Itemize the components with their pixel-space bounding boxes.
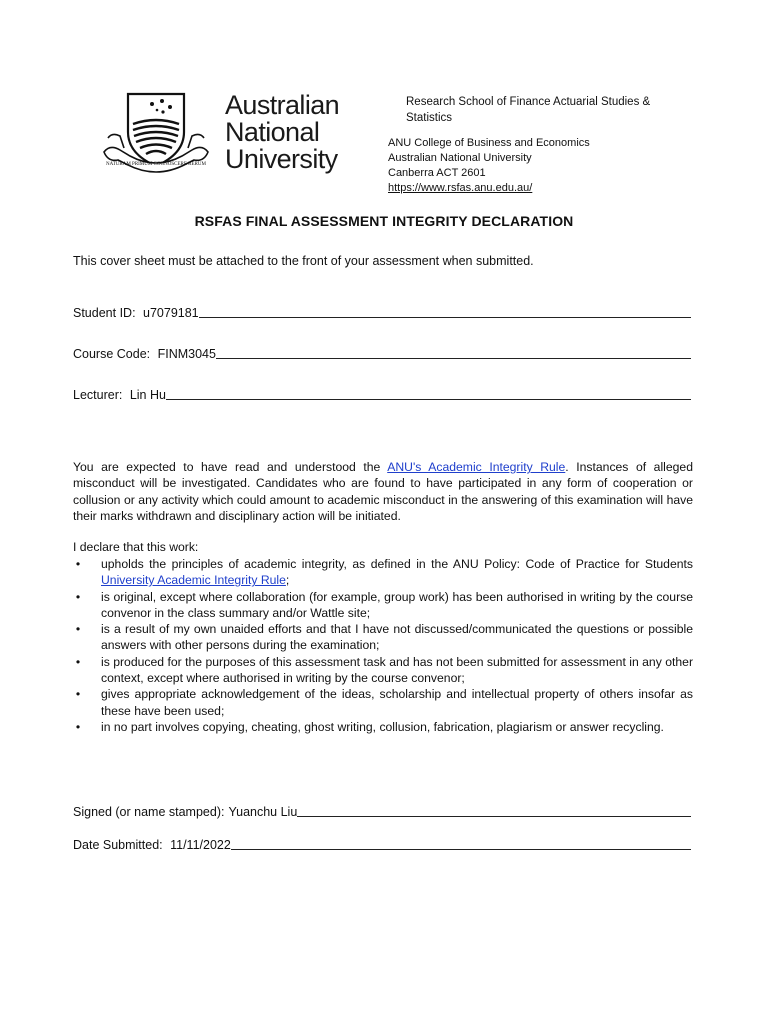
- signed-label: Signed (or name stamped):: [73, 805, 225, 819]
- declaration-list: [73, 556, 693, 735]
- motto-text: NATURAM PRIMUM COGNOSCERE RERUM: [106, 162, 206, 167]
- field-underline: [231, 848, 691, 850]
- student-id-value: u7079181: [143, 306, 199, 320]
- list-item: [73, 621, 693, 654]
- list-item: [73, 686, 693, 719]
- date-submitted-label: Date Submitted:: [73, 838, 167, 852]
- student-id-label: Student ID:: [73, 306, 140, 320]
- signed-value: Yuanchu Liu: [228, 805, 298, 819]
- bullet-icon: •: [75, 589, 81, 604]
- signed-field[interactable]: [73, 801, 691, 819]
- integrity-paragraph: [73, 459, 693, 524]
- website-link[interactable]: https://www.rsfas.anu.edu.au/: [388, 182, 533, 194]
- field-underline: [199, 316, 691, 318]
- logo-line: National: [225, 117, 320, 147]
- lecturer-label: Lecturer:: [73, 388, 126, 402]
- field-underline: [166, 398, 691, 400]
- course-code-field[interactable]: [73, 343, 691, 361]
- list-item: [73, 654, 693, 687]
- school-name: Research School of Finance Actuarial Studies & Statistics: [406, 96, 651, 124]
- integrity-text: . Instances of alleged misconduct will be investigated. Candidates who are found to have participated in any form of cooperation or collusion or any activity which could amount to academic misconduct in the answering of this examination will have their marks withdrawn and disciplinary action will be initiated.: [73, 460, 693, 523]
- field-underline: [297, 815, 691, 817]
- list-item-text: in no part involves copying, cheating, ghost writing, collusion, fabrication, plagiarism or answer recycling.: [101, 719, 664, 734]
- list-item: [73, 589, 693, 622]
- list-item: [73, 719, 693, 735]
- bullet-icon: •: [75, 557, 81, 571]
- address-line: Canberra ACT 2601: [388, 167, 486, 179]
- field-underline: [216, 357, 691, 359]
- list-item-text: gives appropriate acknowledgement of the ideas, scholarship and intellectual property of others insofar as these have been used;: [101, 687, 693, 718]
- list-item-text: ;: [285, 573, 290, 588]
- list-item-text: is original, except where collaboration (for example, group work) has been authorised in writing by the course convenor in the class summary and/or Wattle site;: [101, 589, 693, 620]
- list-item-text: is a result of my own unaided efforts and that I have not discussed/communicated the questions or possible answers with other persons during the examination;: [101, 622, 693, 653]
- cover-note: This cover sheet must be attached to the front of your assessment when submitted.: [73, 254, 534, 268]
- address-line: ANU College of Business and Economics: [388, 137, 590, 149]
- declaration-heading: I declare that this work:: [73, 540, 199, 554]
- anu-logo: [100, 90, 362, 176]
- page-title: RSFAS FINAL ASSESSMENT INTEGRITY DECLARATION: [194, 213, 574, 229]
- address-block: [388, 136, 590, 196]
- student-id-field[interactable]: [73, 302, 691, 320]
- anu-crest-icon: [100, 90, 212, 176]
- bullet-icon: •: [75, 622, 81, 637]
- lecturer-value: Lin Hu: [129, 388, 166, 402]
- logo-line: University: [225, 144, 338, 174]
- date-submitted-field[interactable]: [73, 834, 691, 852]
- list-item-text: is produced for the purposes of this assessment task and has not been submitted for assessment in any other context, except where authorised in writing by the course convenor;: [101, 654, 693, 686]
- university-integrity-rule-link[interactable]: University Academic Integrity Rule: [101, 573, 286, 588]
- date-submitted-value: 11/11/2022: [170, 838, 231, 852]
- bullet-icon: •: [75, 654, 81, 669]
- logo-line: Australian: [225, 90, 340, 120]
- course-code-label: Course Code:: [73, 347, 154, 361]
- lecturer-field[interactable]: [73, 384, 691, 402]
- list-item: [73, 556, 693, 589]
- logo-wordmark: [225, 92, 339, 173]
- integrity-text: You are expected to have read and understood the: [73, 460, 388, 474]
- bullet-icon: •: [75, 719, 81, 734]
- course-code-value: FINM3045: [157, 347, 216, 361]
- academic-integrity-rule-link[interactable]: ANU's Academic Integrity Rule: [387, 460, 566, 474]
- bullet-icon: •: [75, 687, 81, 702]
- list-item-text: upholds the principles of academic integrity, as defined in the ANU Policy: Code of Practice for Students: [101, 557, 693, 571]
- address-line: Australian National University: [388, 152, 532, 164]
